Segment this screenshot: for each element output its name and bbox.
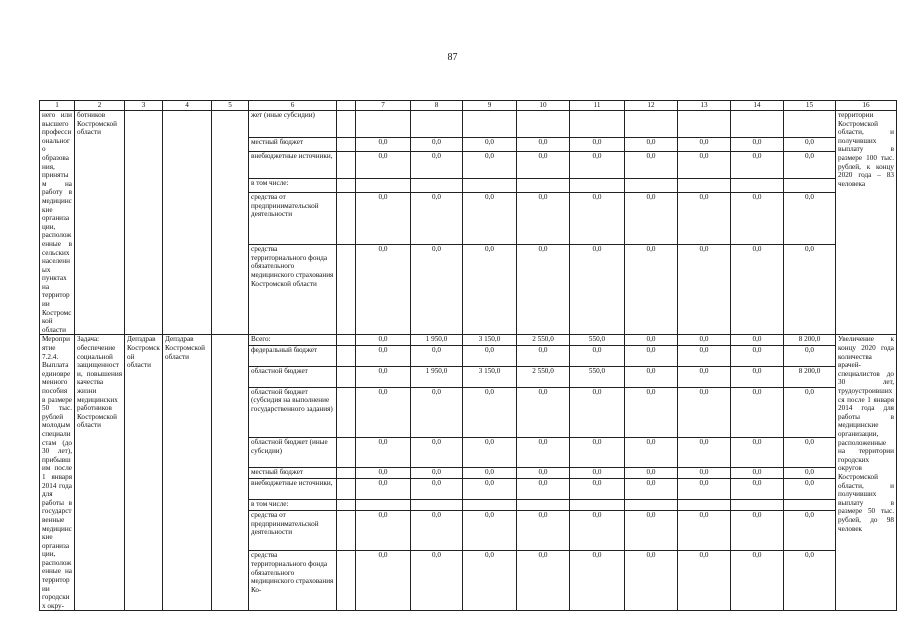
- value-cell: [784, 178, 836, 192]
- value-cell: 0,0: [784, 511, 836, 551]
- value-cell: 0,0: [517, 551, 570, 611]
- budget-table: [39, 100, 897, 611]
- value-cell: 0,0: [463, 151, 517, 178]
- value-cell: [463, 178, 517, 192]
- value-cell: 0,0: [731, 335, 784, 346]
- value-cell: 0,0: [625, 192, 678, 244]
- value-cell: 0,0: [625, 346, 678, 367]
- value-cell: [625, 500, 678, 511]
- value-cell: 0,0: [517, 468, 570, 479]
- value-cell: 0,0: [678, 367, 731, 388]
- value-cell: 550,0: [570, 367, 625, 388]
- value-cell: 0,0: [356, 468, 411, 479]
- column-header-13: 13: [678, 101, 731, 111]
- value-cell: 0,0: [517, 245, 570, 335]
- value-cell: 0,0: [356, 346, 411, 367]
- value-cell: 0,0: [517, 151, 570, 178]
- value-cell: 0,0: [570, 245, 625, 335]
- coexecutor-cell: Депздрав Костромской области: [163, 335, 212, 611]
- value-cell: 0,0: [625, 551, 678, 611]
- value-cell: 0,0: [570, 137, 625, 151]
- empty-cell: [337, 192, 356, 244]
- value-cell: 0,0: [356, 367, 411, 388]
- value-cell: 0,0: [731, 437, 784, 468]
- value-cell: [731, 500, 784, 511]
- value-cell: 0,0: [356, 192, 411, 244]
- value-cell: 1 950,0: [411, 335, 463, 346]
- empty-cell: [337, 111, 356, 138]
- executor-cell: [125, 111, 163, 335]
- value-cell: 0,0: [678, 511, 731, 551]
- value-cell: 0,0: [625, 511, 678, 551]
- value-cell: 0,0: [625, 437, 678, 468]
- value-cell: 0,0: [356, 335, 411, 346]
- empty-cell: [337, 346, 356, 367]
- value-cell: [463, 111, 517, 138]
- value-cell: 0,0: [731, 346, 784, 367]
- empty-cell: [337, 500, 356, 511]
- value-cell: 0,0: [784, 479, 836, 500]
- value-cell: 0,0: [731, 468, 784, 479]
- row-label: средства территориального фонда обязательного медицинского страхования Ко-: [249, 551, 337, 611]
- value-cell: 0,0: [731, 137, 784, 151]
- empty-cell: [337, 479, 356, 500]
- value-cell: 0,0: [463, 479, 517, 500]
- value-cell: 0,0: [731, 151, 784, 178]
- value-cell: [411, 500, 463, 511]
- value-cell: 0,0: [570, 346, 625, 367]
- value-cell: [356, 500, 411, 511]
- measure-name: Мероприятие 7.2.4. Выплата единовременного пособия в размере 50 тыс. рублей молодым специалистам (до 30 лет), прибывшим после 1 января 2014 года для работы в государственные медицинские организации, расположенные на территории городских окру-: [40, 335, 75, 611]
- value-cell: [731, 178, 784, 192]
- value-cell: 8 200,0: [784, 335, 836, 346]
- empty-cell: [337, 437, 356, 468]
- value-cell: 0,0: [517, 479, 570, 500]
- value-cell: 0,0: [678, 245, 731, 335]
- value-cell: 0,0: [356, 151, 411, 178]
- value-cell: 0,0: [356, 551, 411, 611]
- empty-cell: [337, 511, 356, 551]
- empty-cell: [337, 245, 356, 335]
- value-cell: 0,0: [678, 151, 731, 178]
- value-cell: [356, 111, 411, 138]
- column-header-5: 6: [249, 101, 337, 111]
- column-header-2: 3: [125, 101, 163, 111]
- row-label: местный бюджет: [249, 137, 337, 151]
- value-cell: 0,0: [784, 245, 836, 335]
- row-label: областной бюджет (субсидия на выполнение государственного задания): [249, 387, 337, 437]
- value-cell: [411, 178, 463, 192]
- page-number: 87: [447, 52, 458, 63]
- value-cell: 0,0: [784, 437, 836, 468]
- value-cell: 0,0: [463, 387, 517, 437]
- row-label: в том числе:: [249, 178, 337, 192]
- period-cell: [212, 335, 249, 611]
- value-cell: 0,0: [678, 346, 731, 367]
- value-cell: 0,0: [784, 387, 836, 437]
- row-label: внебюджетные источники,: [249, 479, 337, 500]
- value-cell: 0,0: [625, 245, 678, 335]
- value-cell: 0,0: [784, 468, 836, 479]
- row-label: внебюджетные источники,: [249, 151, 337, 178]
- value-cell: 0,0: [570, 192, 625, 244]
- value-cell: 0,0: [463, 192, 517, 244]
- task-description: ботников Костромской области: [75, 111, 125, 335]
- value-cell: [463, 500, 517, 511]
- value-cell: [784, 500, 836, 511]
- value-cell: 550,0: [570, 335, 625, 346]
- value-cell: 0,0: [678, 137, 731, 151]
- value-cell: 0,0: [411, 479, 463, 500]
- value-cell: 0,0: [463, 245, 517, 335]
- value-cell: 0,0: [463, 468, 517, 479]
- row-label: Всего:: [249, 335, 337, 346]
- value-cell: 0,0: [678, 335, 731, 346]
- value-cell: [570, 178, 625, 192]
- value-cell: 0,0: [678, 479, 731, 500]
- empty-cell: [337, 137, 356, 151]
- value-cell: 0,0: [570, 511, 625, 551]
- value-cell: [678, 500, 731, 511]
- column-header-4: 5: [212, 101, 249, 111]
- row-label: средства территориального фонда обязательного медицинского страхования Костромской области: [249, 245, 337, 335]
- header-row: [40, 101, 897, 111]
- value-cell: [570, 111, 625, 138]
- value-cell: 0,0: [463, 551, 517, 611]
- column-header-0: 1: [40, 101, 75, 111]
- value-cell: [784, 111, 836, 138]
- value-cell: 0,0: [678, 387, 731, 437]
- empty-cell: [337, 151, 356, 178]
- value-cell: 0,0: [411, 551, 463, 611]
- value-cell: 0,0: [411, 437, 463, 468]
- value-cell: 0,0: [784, 151, 836, 178]
- coexecutor-cell: [163, 111, 212, 335]
- value-cell: 0,0: [678, 551, 731, 611]
- value-cell: [517, 178, 570, 192]
- value-cell: 0,0: [356, 479, 411, 500]
- value-cell: 0,0: [411, 245, 463, 335]
- column-header-12: 12: [625, 101, 678, 111]
- value-cell: 0,0: [625, 468, 678, 479]
- value-cell: 0,0: [784, 137, 836, 151]
- value-cell: 0,0: [570, 468, 625, 479]
- value-cell: 0,0: [678, 192, 731, 244]
- value-cell: 0,0: [411, 468, 463, 479]
- column-header-6: [337, 101, 356, 111]
- value-cell: [517, 111, 570, 138]
- empty-cell: [337, 468, 356, 479]
- value-cell: 3 150,0: [463, 367, 517, 388]
- expected-result: территории Костромской области, и получивших выплату в размере 100 тыс. рублей, к концу 2020 года – 83 человека: [836, 111, 897, 335]
- value-cell: 0,0: [570, 551, 625, 611]
- value-cell: 2 550,0: [517, 335, 570, 346]
- task-description: Задача: обеспечение социальной защищенности, повышения качества жизни медицинских работников Костромской области: [75, 335, 125, 611]
- column-header-9: 9: [463, 101, 517, 111]
- row-label: областной бюджет (иные субсидии): [249, 437, 337, 468]
- row-label: жет (иные субсидии): [249, 111, 337, 138]
- table-row: [40, 111, 897, 138]
- value-cell: 0,0: [731, 479, 784, 500]
- value-cell: [678, 111, 731, 138]
- value-cell: 0,0: [517, 387, 570, 437]
- column-header-3: 4: [163, 101, 212, 111]
- value-cell: [517, 500, 570, 511]
- value-cell: 0,0: [731, 245, 784, 335]
- value-cell: 0,0: [463, 511, 517, 551]
- value-cell: [625, 178, 678, 192]
- value-cell: 0,0: [625, 387, 678, 437]
- value-cell: 0,0: [784, 346, 836, 367]
- value-cell: 0,0: [517, 511, 570, 551]
- column-header-15: 15: [784, 101, 836, 111]
- value-cell: 0,0: [356, 511, 411, 551]
- value-cell: 0,0: [784, 551, 836, 611]
- value-cell: 0,0: [517, 192, 570, 244]
- value-cell: [356, 178, 411, 192]
- value-cell: 0,0: [625, 335, 678, 346]
- table-row: [40, 335, 897, 346]
- value-cell: 0,0: [356, 387, 411, 437]
- empty-cell: [337, 387, 356, 437]
- value-cell: 0,0: [517, 437, 570, 468]
- value-cell: 0,0: [570, 387, 625, 437]
- value-cell: 0,0: [411, 151, 463, 178]
- measure-name: него или высшего профессионального образования, принятым на работу в медицинские организации, расположенные в сельских населенных пунктах на территории Костромской области: [40, 111, 75, 335]
- value-cell: 0,0: [463, 346, 517, 367]
- value-cell: [678, 178, 731, 192]
- value-cell: 3 150,0: [463, 335, 517, 346]
- column-header-1: 2: [75, 101, 125, 111]
- value-cell: 0,0: [356, 245, 411, 335]
- column-header-16: 16: [836, 101, 897, 111]
- value-cell: 0,0: [463, 437, 517, 468]
- value-cell: 0,0: [463, 137, 517, 151]
- value-cell: 0,0: [731, 551, 784, 611]
- value-cell: 0,0: [517, 137, 570, 151]
- value-cell: 1 950,0: [411, 367, 463, 388]
- value-cell: 0,0: [625, 479, 678, 500]
- value-cell: 0,0: [356, 437, 411, 468]
- empty-cell: [337, 178, 356, 192]
- value-cell: 0,0: [731, 511, 784, 551]
- value-cell: 0,0: [411, 192, 463, 244]
- value-cell: 0,0: [411, 387, 463, 437]
- expected-result: Увеличение к концу 2020 года количества врачей-специалистов до 30 лет, трудоустроившихся после 1 января 2014 года для работы в медицинские организации, расположенные на территории городских округов Костромской области, и получивших выплату в размере 50 тыс. рублей, до 98 человек: [836, 335, 897, 611]
- value-cell: 0,0: [570, 437, 625, 468]
- value-cell: 0,0: [625, 137, 678, 151]
- column-header-14: 14: [731, 101, 784, 111]
- value-cell: 0,0: [570, 151, 625, 178]
- value-cell: [625, 111, 678, 138]
- value-cell: 0,0: [784, 192, 836, 244]
- value-cell: 0,0: [356, 137, 411, 151]
- value-cell: 0,0: [678, 437, 731, 468]
- period-cell: [212, 111, 249, 335]
- value-cell: [570, 500, 625, 511]
- row-label: федеральный бюджет: [249, 346, 337, 367]
- row-label: средства от предпринимательской деятельности: [249, 192, 337, 244]
- row-label: областной бюджет: [249, 367, 337, 388]
- value-cell: 0,0: [625, 367, 678, 388]
- column-header-7: 7: [356, 101, 411, 111]
- value-cell: 0,0: [411, 511, 463, 551]
- value-cell: 8 200,0: [784, 367, 836, 388]
- value-cell: 0,0: [570, 479, 625, 500]
- value-cell: 0,0: [678, 468, 731, 479]
- executor-cell: Депздрав Костромской области: [125, 335, 163, 611]
- row-label: в том числе:: [249, 500, 337, 511]
- value-cell: 0,0: [731, 367, 784, 388]
- value-cell: [411, 111, 463, 138]
- value-cell: 0,0: [411, 137, 463, 151]
- value-cell: [731, 111, 784, 138]
- value-cell: 0,0: [517, 346, 570, 367]
- column-header-10: 10: [517, 101, 570, 111]
- value-cell: 0,0: [731, 192, 784, 244]
- column-header-11: 11: [570, 101, 625, 111]
- row-label: средства от предпринимательской деятельности: [249, 511, 337, 551]
- value-cell: 2 550,0: [517, 367, 570, 388]
- value-cell: 0,0: [411, 346, 463, 367]
- value-cell: 0,0: [731, 387, 784, 437]
- row-label: местный бюджет: [249, 468, 337, 479]
- column-header-8: 8: [411, 101, 463, 111]
- value-cell: 0,0: [625, 151, 678, 178]
- empty-cell: [337, 367, 356, 388]
- empty-cell: [337, 335, 356, 346]
- empty-cell: [337, 551, 356, 611]
